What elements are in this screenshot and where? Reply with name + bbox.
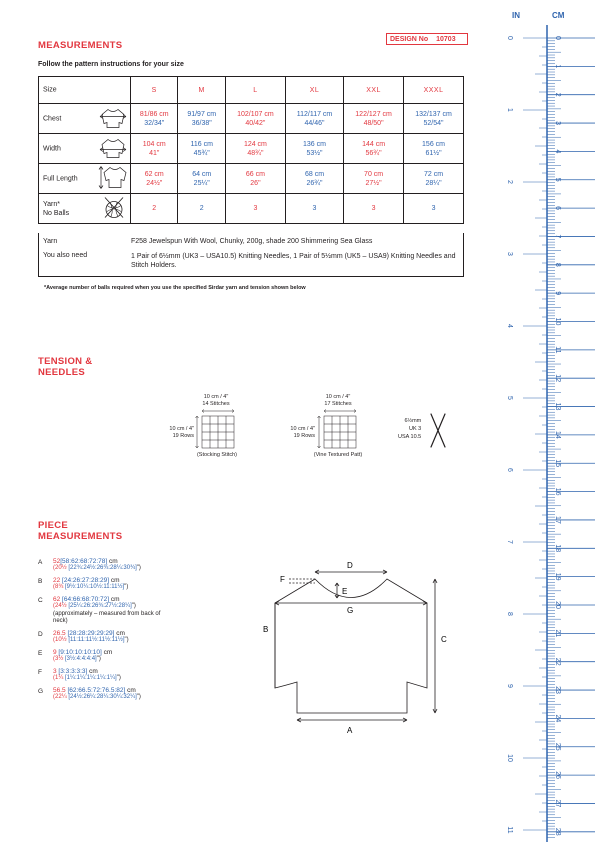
cm-label: 18 [554,544,561,553]
cm-label: 9 [554,291,561,296]
size-s: S [131,77,178,104]
inch-label: 11 [506,826,513,834]
balls-xxl: 3 [344,194,404,224]
ruler-inch-header: IN [512,11,520,20]
swatch-2-caption: (Vine Textured Patt) [313,452,363,458]
size-l: L [225,77,285,104]
size-table [38,76,464,224]
inch-label: 3 [506,252,513,256]
design-number: 10703 [436,35,456,43]
width-l: 124 cm 48¾" [225,134,285,164]
row-label: Chest [43,115,62,122]
balls-m: 2 [178,194,225,224]
cm-label: 28 [554,827,561,836]
balls-xl: 3 [285,194,343,224]
size-label: Size [39,77,131,104]
cm-label: 27 [554,799,561,808]
piece-measurements-title: PIECE MEASUREMENTS [38,520,123,542]
yarn-balls-label-cell [39,194,131,224]
measurement-e: E 9 [9:10:10:10:10] cm (3½ [3½:4:4:4:4]") [38,648,113,663]
swatch-1-side-label: 10 cm / 4" 19 Rows [169,426,194,439]
width-xl: 136 cm 53½" [285,134,343,164]
inch-label: 5 [506,396,513,400]
design-label: DESIGN No [390,35,429,43]
chest-label-cell [39,104,131,134]
inch-label: 1 [506,108,513,112]
inch-label: 9 [506,684,513,688]
inch-label: 2 [506,180,513,184]
length-s: 62 cm 24½" [131,164,178,194]
swatch-2-grid [318,410,358,450]
crossed-needles-icon [428,412,448,450]
cm-label: 23 [554,686,561,694]
inch-label: 6 [506,468,513,472]
width-label-cell [39,134,131,164]
garment-schematic [255,558,445,738]
measurement-d: D 26.5 [28:28:29:29:29] cm (10½ [11:11:11½:11½:11½]") [38,629,129,644]
inch-label: 7 [506,540,513,544]
diagram-label-c: C [441,635,447,644]
cm-label: 19 [554,572,561,581]
cm-label: 7 [554,234,561,239]
cm-label: 26 [554,771,561,779]
swatch-2-top-label: 10 cm / 4" 17 Stitches [324,394,352,407]
cm-label: 20 [554,601,561,609]
cm-label: 1 [554,64,561,69]
measurement-g: G 56.5 [62:66.5:72:76.5:82] cm (22¼ [24½:26¼:28¼:30¼:32¼]") [38,687,141,701]
inch-label: 0 [506,36,513,40]
yarn-footnote: *Average number of balls required when you use the specified Sirdar yarn and tension shown below [44,285,306,291]
yarn-label-1: Yarn* [43,200,60,208]
measurements-title: MEASUREMENTS [38,40,123,51]
inch-label: 4 [506,324,513,328]
diagram-label-g: G [347,606,354,615]
cm-label: 0 [554,36,561,40]
cm-label: 17 [554,516,561,524]
swatch-1-caption: (Stocking Stitch) [196,452,238,458]
diagram-label-a: A [347,726,353,735]
size-m: M [178,77,225,104]
diagram-label-b: B [263,625,269,634]
measuring-ruler [490,0,595,842]
chest-m: 91/97 cm 36/38" [178,104,225,134]
diagram-label-d: D [347,561,353,570]
width-row [39,134,464,164]
inch-label: 8 [506,612,513,616]
length-xxxl: 72 cm 28¼" [404,164,464,194]
yarn-ball-icon [102,196,126,221]
size-xl: XL [285,77,343,104]
balls-s: 2 [131,194,178,224]
balls-l: 3 [225,194,285,224]
also-need-label: You also need [43,252,88,259]
balls-xxxl: 3 [404,194,464,224]
chest-xl: 112/117 cm 44/46" [285,104,343,134]
length-xl: 68 cm 26¾" [285,164,343,194]
cm-label: 3 [554,121,561,126]
inch-label: 10 [506,754,513,762]
width-xxxl: 156 cm 61½" [404,134,464,164]
cm-label: 13 [554,402,561,411]
length-m: 64 cm 25¼" [178,164,225,194]
width-s: 104 cm 41" [131,134,178,164]
row-label: Width [43,145,61,152]
design-number-box [386,33,468,45]
cm-label: 22 [554,657,561,666]
chest-row [39,104,464,134]
chest-xxl: 122/127 cm 48/50" [344,104,404,134]
cm-label: 5 [554,177,561,182]
measurement-c: C 62 [64:66:68:70:72] cm (24½ [25¼:26:26¾:27½:28¼]") (approximately – measured from back of neck) [38,596,161,625]
width-m: 116 cm 45¾" [178,134,225,164]
chest-s: 81/86 cm 32/34" [131,104,178,134]
yarn-balls-row [39,194,464,224]
cm-label: 24 [554,714,561,723]
measurement-a: A 52[58:62:68:72:78] cm (20½ [22¾:24½:26¾:28¼:30¾]") [38,558,141,572]
cm-label: 4 [554,149,561,154]
tension-title: TENSION & NEEDLES [38,356,93,378]
length-l: 66 cm 26" [225,164,285,194]
cm-label: 8 [554,262,561,267]
sweater-length-icon [98,165,126,192]
cm-label: 21 [554,629,561,638]
row-label: Full Length [43,175,78,182]
cm-label: 2 [554,92,561,97]
size-xxxl: XXXL [404,77,464,104]
size-instruction: Follow the pattern instructions for your size [38,61,184,68]
diagram-label-e: E [342,587,348,596]
cm-label: 25 [554,742,561,751]
length-xxl: 70 cm 27½" [344,164,404,194]
size-xxl: XXL [344,77,404,104]
cm-label: 14 [554,431,561,439]
needle-sizes: 6½mm UK 3 USA 10.5 [398,418,422,440]
yarn-label-2: No Balls [43,209,70,217]
chest-xxxl: 132/137 cm 52/54" [404,104,464,134]
width-xxl: 144 cm 56¾" [344,134,404,164]
also-need-value: 1 Pair of 6½mm (UK3 – USA10.5) Knitting Needles, 1 Pair of 5½mm (UK5 – USA9) Knitting Needles and Stitch Holders. [131,253,456,269]
cm-label: 15 [554,459,561,468]
cm-label: 10 [554,317,561,326]
swatch-1-top-label: 10 cm / 4" 14 Stitches [202,394,230,407]
cm-label: 12 [554,374,561,383]
yarn-label: Yarn [43,238,58,245]
length-label-cell [39,164,131,194]
piece-measurement-list [38,558,218,706]
diagram-label-f: F [280,575,285,584]
yarn-info-block [38,233,464,277]
yarn-value: F258 Jewelspun With Wool, Chunky, 200g, shade 200 Shimmering Sea Glass [131,238,373,245]
garment-outline [275,579,427,713]
size-header-row [39,77,464,104]
cm-label: 6 [554,206,561,211]
measurement-b: B 22 [24:26:27:28:29] cm (8¾ [9½:10¼:10½:11:11½]") [38,577,129,591]
measurement-f: F 3 [3:3:3:3:3] cm (1¼ [1¼:1¼:1¼:1¼:1¼]") [38,668,121,682]
cm-label: 16 [554,487,561,496]
sweater-width-icon [100,136,126,161]
ruler-cm-header: CM [552,11,565,20]
length-row [39,164,464,194]
swatch-2-side-label: 10 cm / 4" 19 Rows [290,426,315,439]
cm-label: 11 [554,346,561,354]
swatch-1-grid [196,410,236,450]
sweater-chest-icon [100,106,126,131]
chest-l: 102/107 cm 40/42" [225,104,285,134]
